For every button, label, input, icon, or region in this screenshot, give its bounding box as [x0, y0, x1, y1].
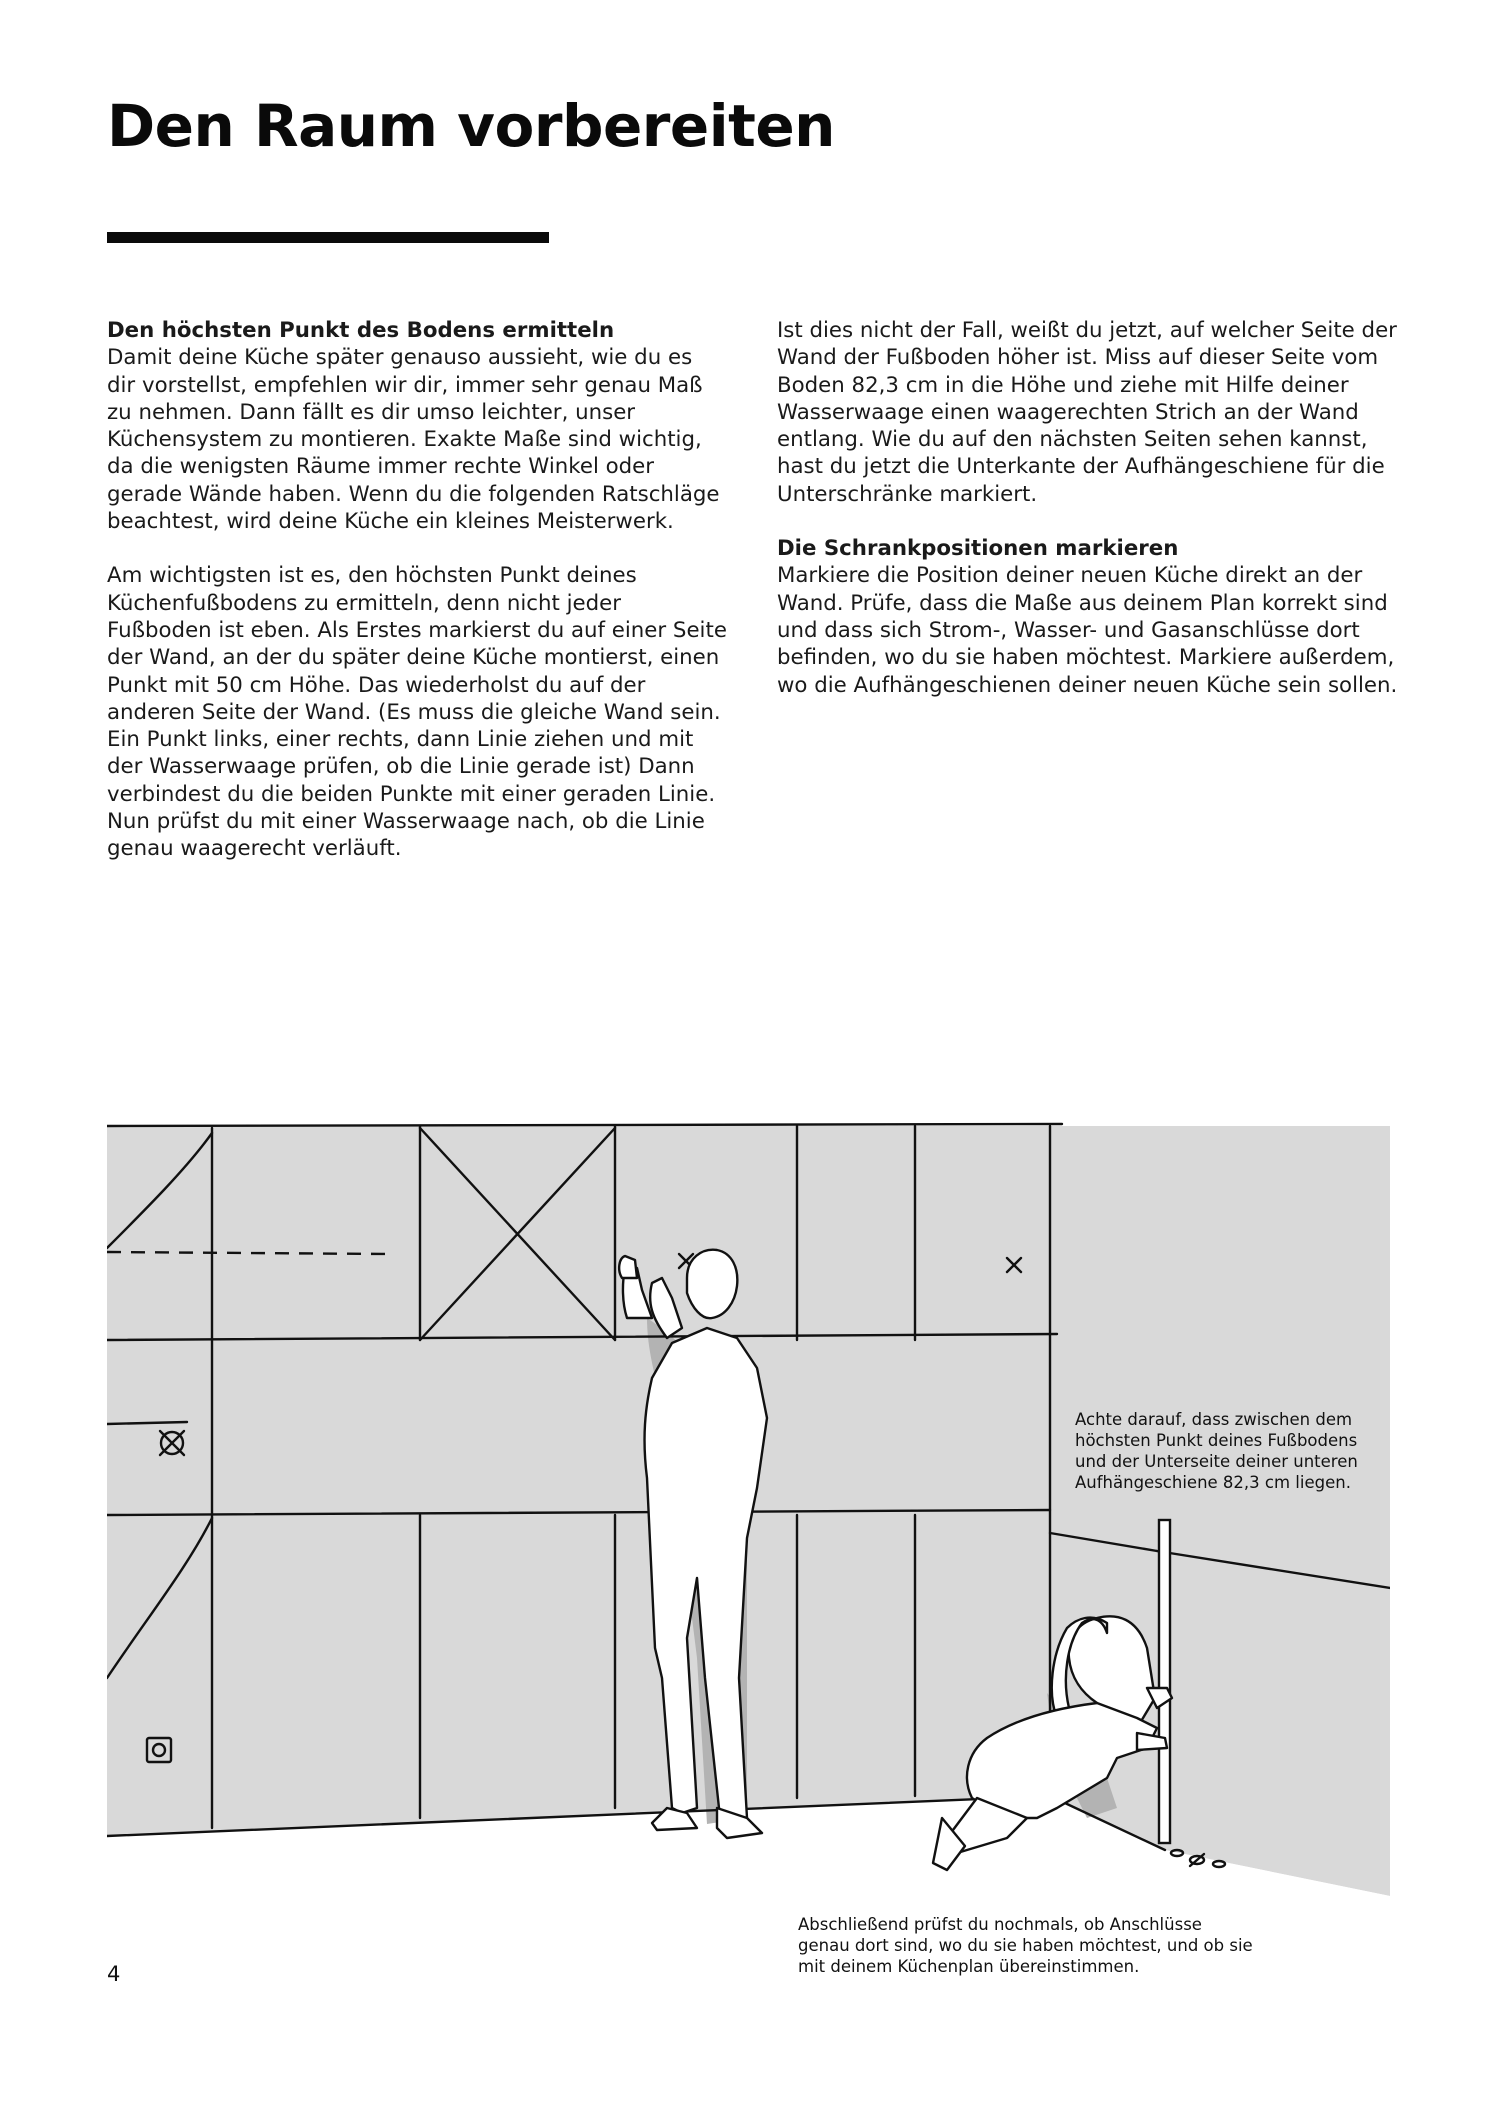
page-title: Den Raum vorbereiten: [107, 92, 835, 160]
back-wall-fill: [107, 1126, 1050, 1836]
section-heading-cabinet-positions: Die Schrankpositionen markieren: [777, 536, 1179, 562]
page-number: 4: [107, 1962, 121, 1986]
section-heading-highest-point: Den höchsten Punkt des Bodens ermitteln: [107, 318, 615, 343]
illustration-note-bottom: Abschließend prüfst du nochmals, ob Anschlüsse genau dort sind, wo du sie haben möchtest, und ob sie mit deinem Küchenplan übereinstimmen.: [798, 1915, 1253, 1976]
highest-point-paragraph: Am wichtigsten ist es, den höchsten Punkt deines Küchenfußbodens zu ermitteln, denn nicht jeder Fußboden ist eben. Als Erstes markierst du auf einer Seite der Wand, an der du später deine Küche montierst, einen Punkt mit 50 cm Höhe. Das wiederholst du auf der anderen Seite der Wand. (Es muss die gleiche Wand sein. Ein Punkt links, einer rechts, dann Linie ziehen und mit der Wasserwaage prüfen, ob die Linie gerade ist) Dann verbindest du die beiden Punkte mit einer geraden Linie. Nun prüfst du mit einer Wasserwaage nach, ob die Linie genau waagerecht verläuft.: [107, 563, 727, 862]
paragraph-gap: [777, 508, 1417, 535]
intro-paragraph: Damit deine Küche später genauso aussieht, wie du es dir vorstellst, empfehlen wir dir, immer sehr genau Maß zu nehmen. Dann fällt es dir umso leichter, unser Küchensystem zu montieren. Exakte Maße sind wichtig, da die wenigsten Räume immer rechte Winkel oder gerade Wände haben. Wenn du die folgenden Ratschläge beachtest, wird deine Küche ein kleines Meisterwerk.: [107, 345, 720, 535]
spirit-level: [1159, 1520, 1170, 1843]
left-text-column: [107, 317, 727, 863]
right-text-column: [777, 317, 1417, 699]
illustration-note-right: Achte darauf, dass zwischen dem höchsten Punkt deines Fußbodens und der Unterseite deiner unteren Aufhängeschiene 82,3 cm liegen.: [1075, 1410, 1358, 1492]
cabinet-positions-paragraph: Markiere die Position deiner neuen Küche direkt an der Wand. Prüfe, dass die Maße aus deinem Plan korrekt sind und dass sich Strom-, Wasser- und Gasanschlüsse dort befinden, wo du sie haben möchtest. Markiere außerdem, wo die Aufhängeschienen deiner neuen Küche sein sollen.: [777, 563, 1398, 698]
level-line-paragraph: Ist dies nicht der Fall, weißt du jetzt, auf welcher Seite der Wand der Fußboden höher ist. Miss auf dieser Seite vom Boden 82,3 cm in die Höhe und ziehe mit Hilfe deiner Wasserwaage einen waagerechten Strich an der Wand entlang. Wie du auf den nächsten Seiten sehen kannst, hast du jetzt die Unterkante der Aufhängeschiene für die Unterschränke markiert.: [777, 318, 1397, 507]
kitchen-wall-illustration: [107, 1118, 1390, 1902]
title-underline: [107, 232, 549, 243]
paragraph-gap: [107, 535, 727, 562]
